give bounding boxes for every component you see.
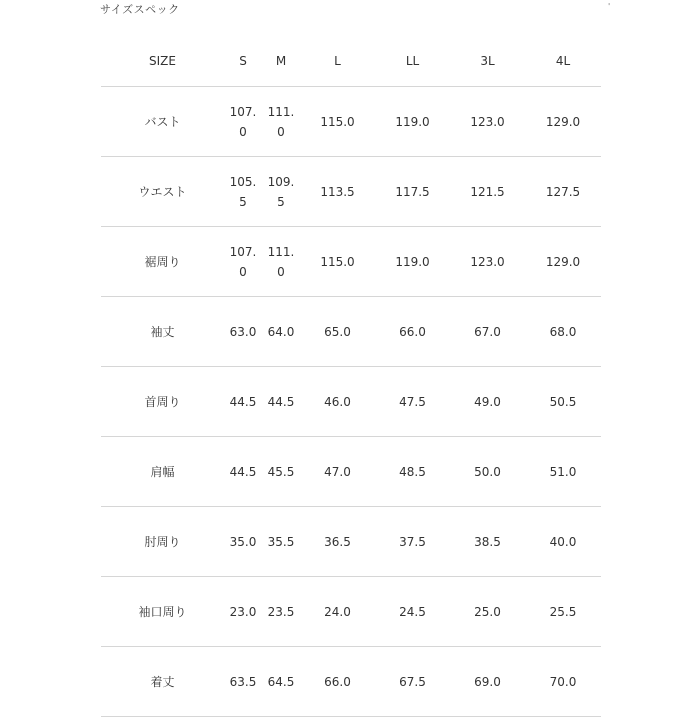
table-cell: 67.5	[375, 647, 450, 717]
table-cell: 50.0	[450, 437, 525, 507]
table-cell: 113.5	[300, 157, 375, 227]
row-label: 肘周り	[101, 507, 224, 577]
table-cell: 64.5	[262, 647, 300, 717]
table-cell: 117.5	[375, 157, 450, 227]
row-label: 袖丈	[101, 297, 224, 367]
table-row	[101, 87, 601, 157]
table-cell: 49.0	[450, 367, 525, 437]
table-cell: 23.0	[224, 577, 262, 647]
table-cell: 36.5	[300, 507, 375, 577]
table-cell: 123.0	[450, 87, 525, 157]
table-cell: 68.0	[525, 297, 601, 367]
row-label: 袖口周り	[101, 577, 224, 647]
table-row	[101, 437, 601, 507]
table-cell: 35.0	[224, 507, 262, 577]
table-row	[101, 297, 601, 367]
table-cell: 38.5	[450, 507, 525, 577]
row-label: ウエスト	[101, 157, 224, 227]
table-header-row	[101, 36, 601, 87]
column-header-m: M	[262, 36, 300, 87]
table-cell: 24.0	[300, 577, 375, 647]
table-cell: 46.0	[300, 367, 375, 437]
table-cell: 105.5	[224, 157, 262, 227]
table-row	[101, 507, 601, 577]
table-row	[101, 367, 601, 437]
row-label: 首周り	[101, 367, 224, 437]
table-cell: 35.5	[262, 507, 300, 577]
table-row	[101, 577, 601, 647]
table-cell: 63.5	[224, 647, 262, 717]
table-cell: 107.0	[224, 227, 262, 297]
table-cell: 48.5	[375, 437, 450, 507]
table-cell: 67.0	[450, 297, 525, 367]
column-header-3l: 3L	[450, 36, 525, 87]
table-cell: 119.0	[375, 227, 450, 297]
size-spec-table	[101, 36, 601, 717]
table-cell: 107.0	[224, 87, 262, 157]
table-cell: 70.0	[525, 647, 601, 717]
table-cell: 65.0	[300, 297, 375, 367]
table-cell: 129.0	[525, 227, 601, 297]
table-cell: 69.0	[450, 647, 525, 717]
table-cell: 66.0	[300, 647, 375, 717]
row-label: 肩幅	[101, 437, 224, 507]
table-row	[101, 227, 601, 297]
page-title: サイズスペック	[100, 3, 180, 16]
row-label: 着丈	[101, 647, 224, 717]
table-row	[101, 157, 601, 227]
table-cell: 119.0	[375, 87, 450, 157]
table-cell: 24.5	[375, 577, 450, 647]
row-label: バスト	[101, 87, 224, 157]
table-cell: 129.0	[525, 87, 601, 157]
column-header-l: L	[300, 36, 375, 87]
table-cell: 40.0	[525, 507, 601, 577]
table-cell: 50.5	[525, 367, 601, 437]
column-header-4l: 4L	[525, 36, 601, 87]
table-cell: 25.5	[525, 577, 601, 647]
table-cell: 109.5	[262, 157, 300, 227]
table-cell: 47.5	[375, 367, 450, 437]
table-cell: 23.5	[262, 577, 300, 647]
table-cell: 44.5	[224, 437, 262, 507]
table-cell: 111.0	[262, 87, 300, 157]
table-cell: 45.5	[262, 437, 300, 507]
column-header-s: S	[224, 36, 262, 87]
corner-mark: '	[608, 2, 611, 11]
table-cell: 25.0	[450, 577, 525, 647]
table-cell: 121.5	[450, 157, 525, 227]
table-row	[101, 647, 601, 717]
table-cell: 37.5	[375, 507, 450, 577]
table-cell: 127.5	[525, 157, 601, 227]
table-cell: 64.0	[262, 297, 300, 367]
row-label: 裾周り	[101, 227, 224, 297]
table-cell: 115.0	[300, 87, 375, 157]
table-cell: 44.5	[224, 367, 262, 437]
table-cell: 51.0	[525, 437, 601, 507]
column-header-ll: LL	[375, 36, 450, 87]
table-cell: 47.0	[300, 437, 375, 507]
table-cell: 63.0	[224, 297, 262, 367]
table-cell: 115.0	[300, 227, 375, 297]
table-cell: 123.0	[450, 227, 525, 297]
table-cell: 44.5	[262, 367, 300, 437]
table-cell: 111.0	[262, 227, 300, 297]
column-header-size: SIZE	[101, 36, 224, 87]
table-cell: 66.0	[375, 297, 450, 367]
